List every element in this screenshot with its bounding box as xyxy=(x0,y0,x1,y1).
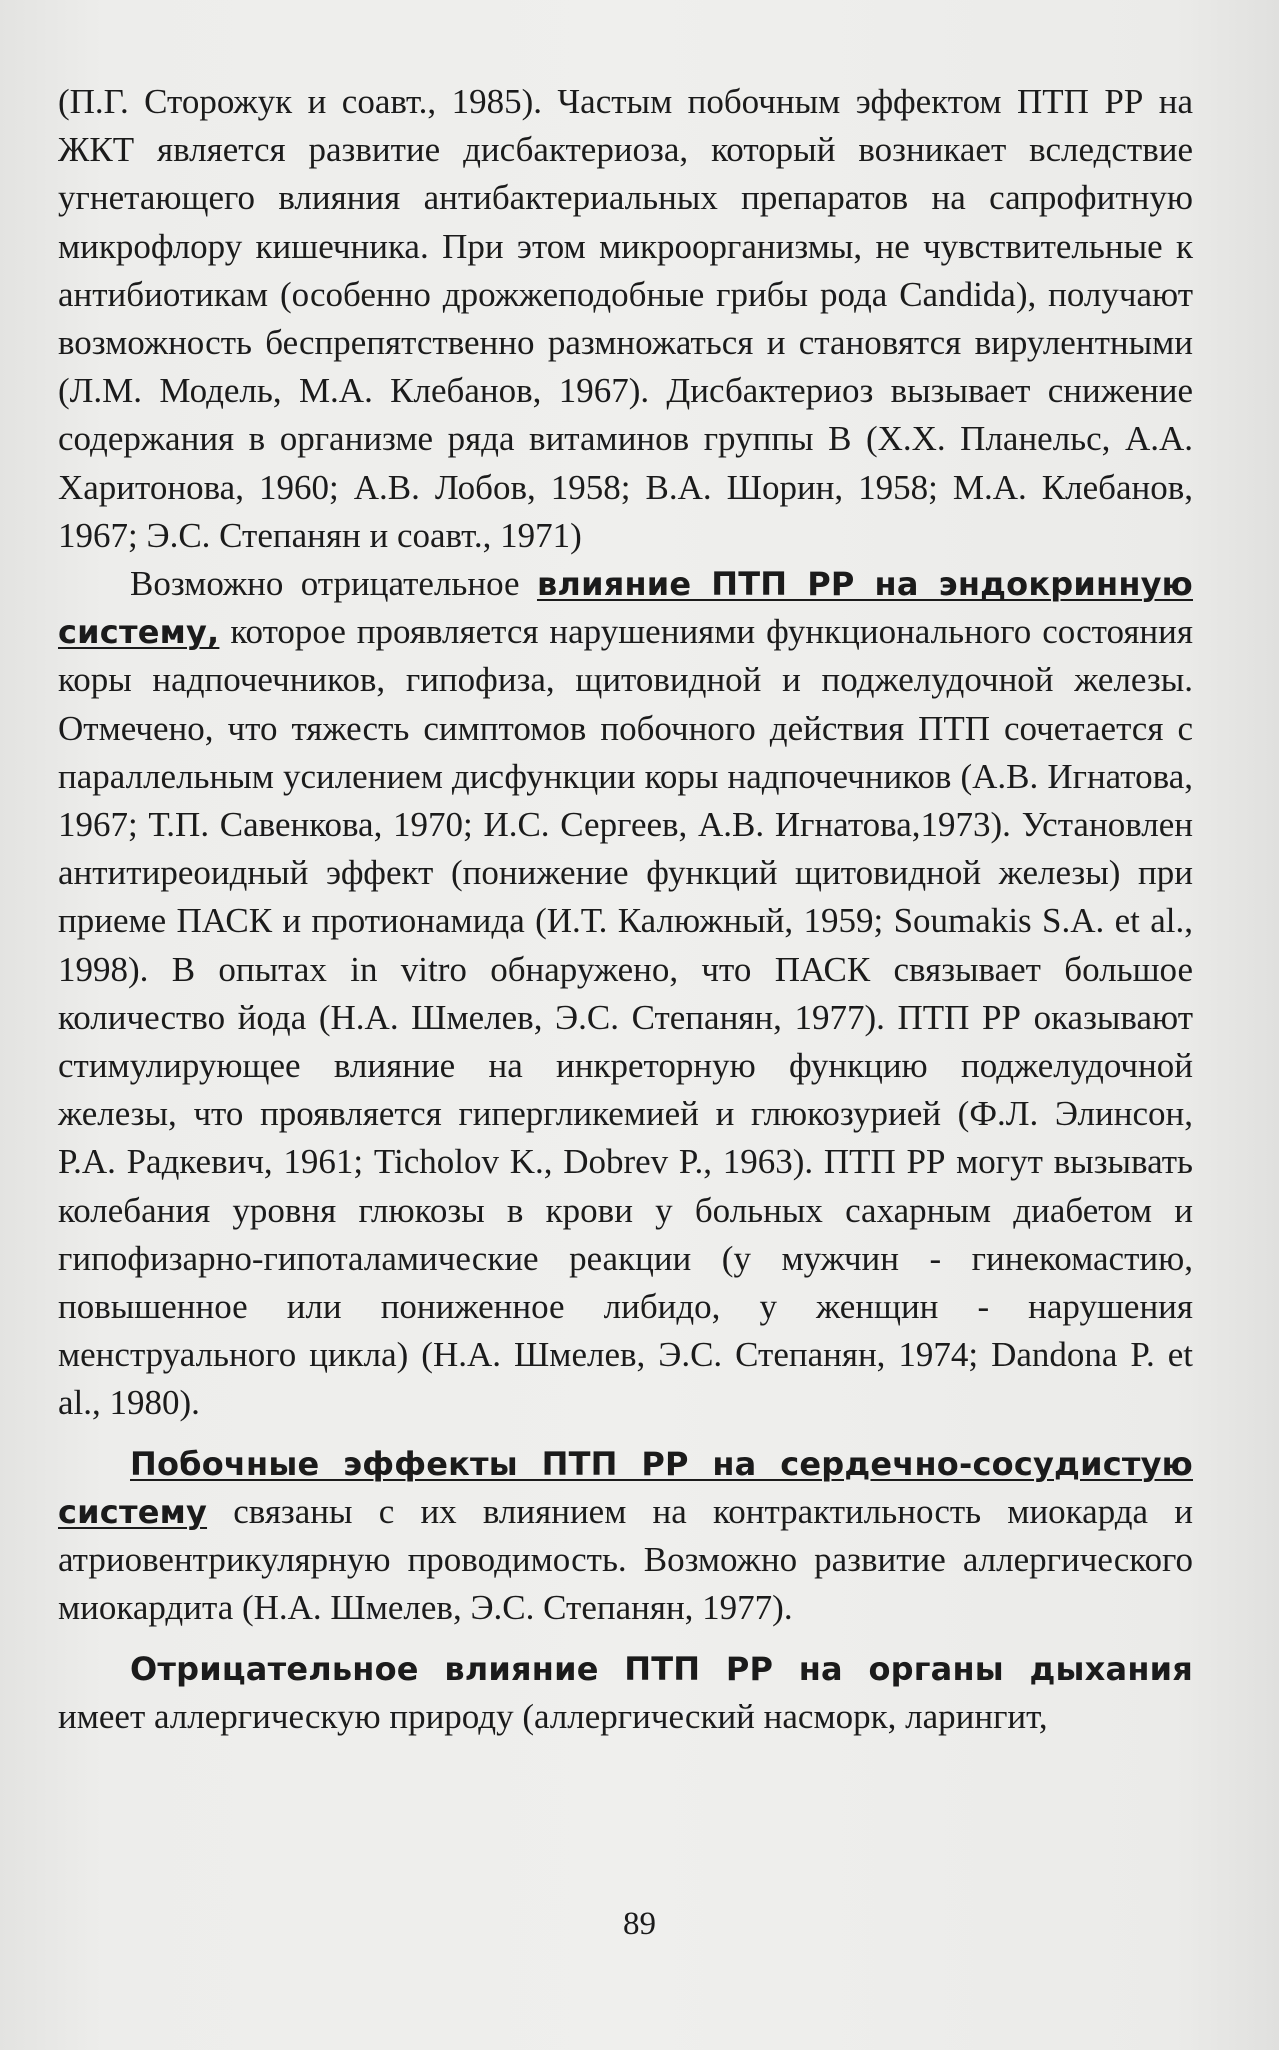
page-number: 89 xyxy=(623,1906,656,1942)
paragraph-endocrine-intro: Возможно отрицательное xyxy=(130,564,537,604)
paragraph-respiratory xyxy=(58,1645,1193,1741)
paragraph-respiratory-text: имеет аллергическую природу (аллергический насморк, ларингит, xyxy=(58,1696,1048,1736)
heading-cardiovascular-effects: Побочные эффекты ПТП РР на сердечно-сосудистую систему xyxy=(58,1444,1193,1531)
page-body-text xyxy=(58,78,1193,1741)
heading-endocrine-effects: влияние ПТП РР на эндокринную систему, xyxy=(58,565,1193,652)
heading-respiratory-effects: Отрицательное влияние ПТП РР на органы дыхания xyxy=(130,1649,1193,1688)
paragraph-cardiovascular-text: связаны с их влиянием на контрактильность миокарда и атриовентрикулярную проводимость. Возможно развитие аллергического миокардита (Н.А. Шмелев, Э.С. Степанян, 1977). xyxy=(58,1491,1193,1628)
paragraph-cardiovascular xyxy=(58,1440,1193,1633)
paragraph-endocrine-text: которое проявляется нарушениями функционального состояния коры надпочечников, гипофиза, щитовидной и поджелудочной железы. Отмечено, что тяжесть симптомов побочного действия ПТП сочетается с параллельным усилением дисфункции коры надпочечников (А.В. Игнатова, 1967; Т.П. Савенкова, 1970; И.С. Сергеев, А.В. Игнатова,1973). Установлен антитиреоидный эффект (понижение функций щитовидной железы) при приеме ПАСК и протионамида (И.Т. Калюжный, 1959; Soumakis S.A. et al., 1998). В опытах in vitro обнаружено, что ПАСК связывает большое количество йода (Н.А. Шмелев, Э.С. Степанян, 1977). ПТП РР оказывают стимулирующее влияние на инкреторную функцию поджелудочной железы, что проявляется гипергликемией и глюкозурией (Ф.Л. Элинсон, Р.А. Радкевич, 1961; Ticholov K., Dobrev P., 1963). ПТП РР могут вызывать колебания уровня глюкозы в крови у больных сахарным диабетом и гипофизарно-гипоталамические реакции (у мужчин - гинекомастию, повышенное или пониженное либидо, у женщин - нарушения менструального цикла) (Н.А. Шмелев, Э.С. Степанян, 1974; Dandona P. et al., 1980). xyxy=(58,612,1193,1423)
paragraph-dysbacteriosis: (П.Г. Сторожук и соавт., 1985). Частым побочным эффектом ПТП РР на ЖКТ является развитие дисбактериоза, который возникает вследствие угнетающего влияния антибактериальных препаратов на сапрофитную микрофлору кишечника. При этом микроорганизмы, не чувствительные к антибиотикам (особенно дрожжеподобные грибы рода Candida), получают возможность беспрепятственно размножаться и становятся вирулентными (Л.М. Модель, М.А. Клебанов, 1967). Дисбактериоз вызывает снижение содержания в организме ряда витаминов группы В (Х.Х. Планельс, А.А. Харитонова, 1960; А.В. Лобов, 1958; В.А. Шорин, 1958; М.А. Клебанов, 1967; Э.С. Степанян и соавт., 1971) xyxy=(58,82,1193,555)
paragraph-endocrine xyxy=(58,560,1193,1428)
